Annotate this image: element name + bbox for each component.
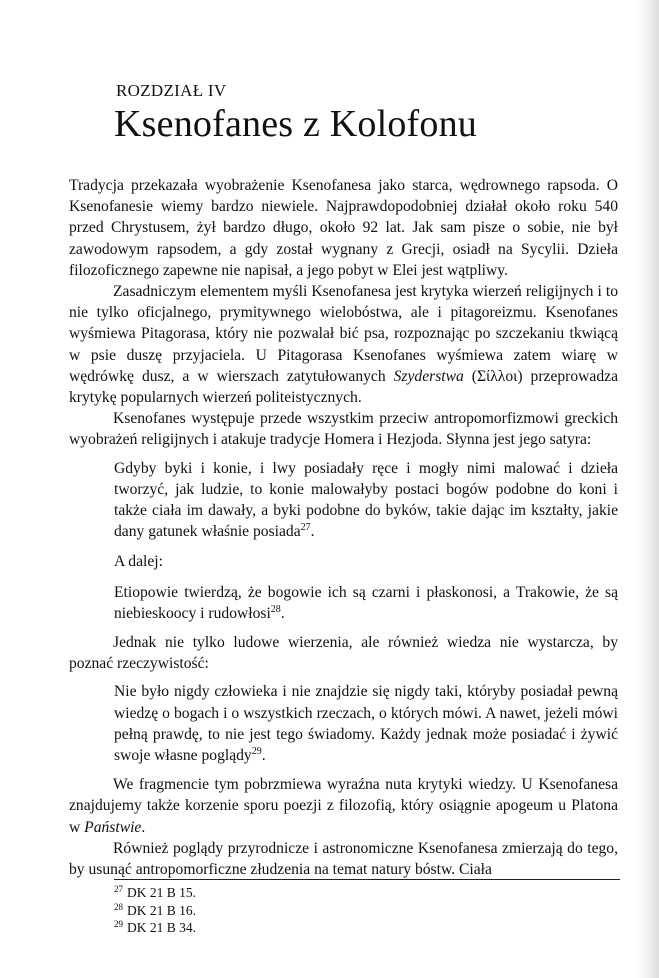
quote-1-text xyxy=(114,458,618,543)
paragraph-3: Ksenofanes występuje przede wszystkim przeciw antropomorfizmowi greckich wyobrażeń religijnych i atakuje tradycje Homera i Hezjoda. Słynna jest jego satyra: xyxy=(69,410,618,449)
footnote-28 xyxy=(114,902,196,920)
paragraph-1: Tradycja przekazała wyobrażenie Ksenofanesa jako starca, wędrownego rapsoda. O Ksenofanesie wiemy bardzo niewiele. Najprawdopodobniej działał około roku 540 przed Chrystusem, żył bardzo długo, około 92 lat. Jak sam pisze o sobie, nie był zawodowym rapsodem, a gdy został wygnany z Grecji, osiadł na Sycylii. Dzieła filozoficznego zapewne nie napisał, a jego pobyt w Elei jest wątpliwy. xyxy=(69,177,618,279)
footnote-text: DK 21 B 16. xyxy=(127,902,197,918)
footnotes xyxy=(114,884,196,937)
footnote-text: DK 21 B 15. xyxy=(127,885,197,900)
footnote-ref-29[interactable]: 29 xyxy=(251,746,262,758)
block-quote-3 xyxy=(114,681,618,766)
quote-2-text xyxy=(114,582,618,624)
paragraph-5-title: Państwie xyxy=(84,818,142,836)
paragraph-2 xyxy=(69,281,618,408)
paragraph-6: Również poglądy przyrodnicze i astronomiczne Ksenofanesa zmierzają do tego, by usunąć antropomorficzne złudzenia na temat natury bóstw. Ciała xyxy=(69,839,618,879)
quote-3-end: . xyxy=(261,747,266,765)
chapter-label: ROZDZIAŁ IV xyxy=(116,81,227,100)
quote-2-body: Etiopowie twierdzą, że bogowie ich są czarni i płaskonosi, a Trakowie, że są niebieskoocy i rudowłosi xyxy=(114,583,618,622)
paragraph-2-text-end: (Σίλλοι) przeprowadza krytykę popularnych wierzeń politeistycznych. xyxy=(69,367,618,407)
footnote-27 xyxy=(114,884,196,902)
paragraph-2-title: Szyderstwa xyxy=(393,367,464,385)
paragraph-4: Jednak nie tylko ludowe wierzenia, ale również wiedza nie wystarcza, by poznać rzeczywistość: xyxy=(69,634,618,673)
footnote-number: 28 xyxy=(114,901,123,912)
page-edge-shadow xyxy=(637,0,659,978)
footnote-number: 27 xyxy=(114,884,123,894)
body-text xyxy=(69,175,618,880)
paragraph-5-text: We fragmencie tym pobrzmiewa wyraźna nuta krytyki wiedzy. U Ksenofanesa znajdujemy także korzenie sporu poezji z filozofią, który osiągnie apogeum u Platona w xyxy=(69,776,618,836)
quote-2-end: . xyxy=(280,604,285,622)
block-quote-1 xyxy=(114,458,618,624)
quote-1-end: . xyxy=(310,523,315,541)
quote-1-body: Gdyby byki i konie, i lwy posiadały ręce i mogły nimi malować i dzieła tworzyć, jak ludzie, to konie malowałyby postaci bogów podobne do koni i także ciała im dawały, a byki podobne do byków, takie dając im kształty, jakie dany gatunek właśnie posiada xyxy=(114,459,618,541)
footnote-text: DK 21 B 34. xyxy=(127,920,197,935)
footnote-ref-28[interactable]: 28 xyxy=(270,603,281,615)
footnote-number: 29 xyxy=(114,919,123,929)
footnote-ref-27[interactable]: 27 xyxy=(300,522,311,534)
footnote-29 xyxy=(114,919,196,937)
quote-3-body: Nie było nigdy człowieka i nie znajdzie się nigdy taki, któryby posiadał pewną wiedzę o bogach i o wszystkich rzeczach, o których mówi. A nawet, jeżeli mówi pełną prawdę, to nie jest tego świadomy. Każdy jednak może posiadać i żywić swoje własne poglądy xyxy=(114,683,618,765)
footnote-divider xyxy=(114,879,620,880)
paragraph-2-text: Zasadniczym elementem myśli Ksenofanesa jest krytyka wierzeń religijnych i to nie tylko oficjalnego, prymitywnego wielobóstwa, ale i pitagoreizmu. Ksenofanes wyśmiewa Pitagorasa, który nie pozwalał bić psa, rozpoznając po szczekaniu tkwiącą w psie duszę przyjaciela. U Pitagorasa Ksenofanes wyśmiewa zatem wiarę w wędrówkę dusz, a w wierszach zatytułowanych xyxy=(69,283,618,385)
paragraph-5 xyxy=(69,774,618,838)
a-dalej: A dalej: xyxy=(114,553,163,571)
paragraph-5-text-end: . xyxy=(141,818,146,836)
quote-3-text xyxy=(114,681,618,766)
chapter-title: Ksenofanes z Kolofonu xyxy=(114,103,477,145)
